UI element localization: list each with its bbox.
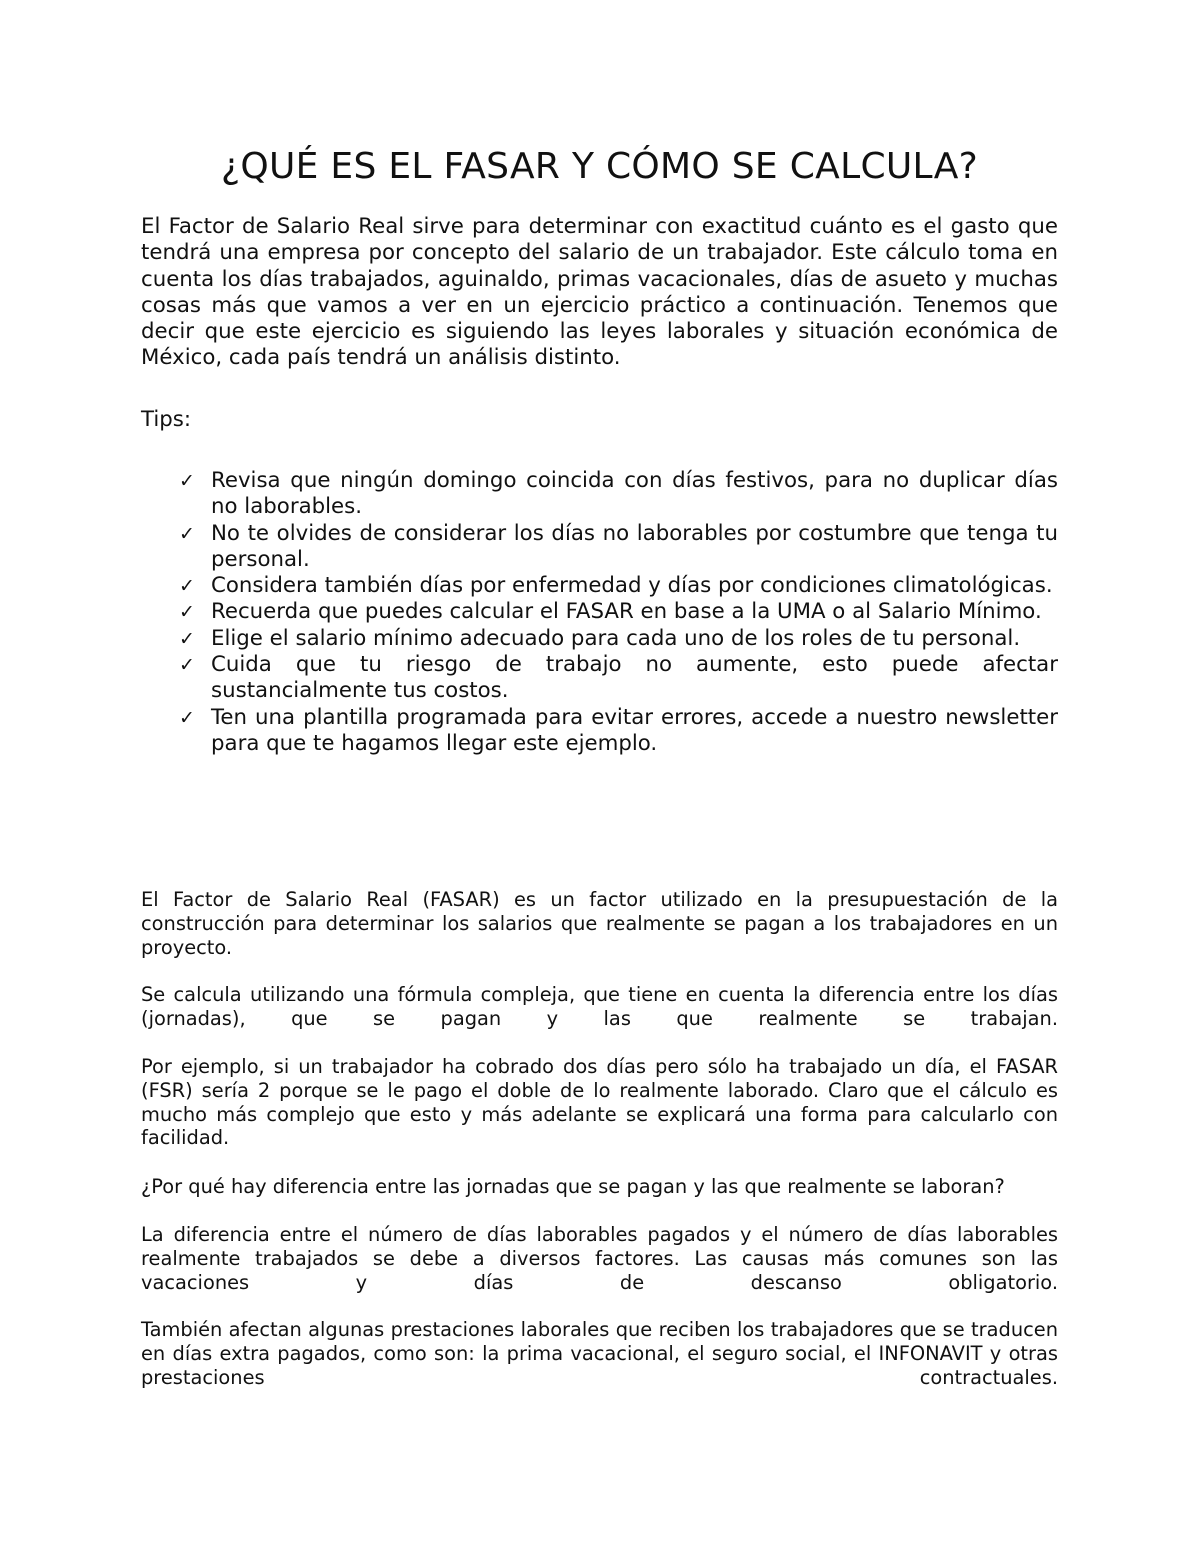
tip-item [179, 599, 1058, 625]
tip-text: Considera también días por enfermedad y días por condiciones climatológicas. [211, 573, 1053, 599]
checkmark-icon: ✓ [179, 706, 195, 729]
tip-text: Revisa que ningún domingo coincida con días festivos, para no duplicar días no laborables. [211, 468, 1058, 520]
checkmark-icon: ✓ [179, 654, 195, 677]
tips-label: Tips: [141, 407, 192, 432]
tip-text: No te olvides de considerar los días no laborables por costumbre que tenga tu personal. [211, 520, 1058, 572]
tip-item [179, 573, 1058, 599]
checkmark-icon: ✓ [179, 470, 195, 492]
checkmark-icon: ✓ [179, 575, 195, 598]
tip-text: Ten una plantilla programada para evitar errores, accede a nuestro newsletter para que te hagamos llegar este ejemplo. [211, 704, 1058, 756]
body-paragraph: El Factor de Salario Real (FASAR) es un factor utilizado en la presupuestación de la construcción para determinar los salarios que realmente se pagan a los trabajadores en un proyecto. [141, 888, 1058, 959]
tip-text: Elige el salario mínimo adecuado para cada uno de los roles de tu personal. [211, 625, 1021, 651]
body-paragraph: Se calcula utilizando una fórmula compleja, que tiene en cuenta la diferencia entre los días (jornadas), que se pagan y las que realmente se trabajan. [141, 983, 1058, 1030]
checkmark-icon: ✓ [179, 627, 195, 650]
body-paragraph: Por ejemplo, si un trabajador ha cobrado dos días pero sólo ha trabajado un día, el FASAR (FSR) sería 2 porque se le pago el doble de lo realmente laborado. Claro que el cálculo es mucho más complejo que esto y más adelante se explicará una forma para calcularlo con facilidad. [141, 1055, 1058, 1150]
body-paragraph: ¿Por qué hay diferencia entre las jornadas que se pagan y las que realmente se laboran? [141, 1175, 1005, 1198]
tip-text: Cuida que tu riesgo de trabajo no aumente, esto puede afectar sustancialmente tus costos. [211, 652, 1058, 704]
tip-item [179, 652, 1058, 705]
intro-paragraph: El Factor de Salario Real sirve para determinar con exactitud cuánto es el gasto que tendrá una empresa por concepto del salario de un trabajador. Este cálculo toma en cuenta los días trabajados, aguinaldo, primas vacacionales, días de asueto y muchas cosas más que vamos a ver en un ejercicio práctico a continuación. Tenemos que decir que este ejercicio es siguiendo las leyes laborales y situación económica de México, cada país tendrá un análisis distinto. [141, 214, 1058, 371]
body-paragraph: La diferencia entre el número de días laborables pagados y el número de días laborables realmente trabajados se debe a diversos factores. Las causas más comunes son las vacaciones y días de descanso obligatorio. [141, 1223, 1058, 1294]
document-title: ¿QUÉ ES EL FASAR Y CÓMO SE CALCULA? [220, 146, 979, 187]
checkmark-icon: ✓ [179, 522, 195, 545]
tip-item [179, 521, 1058, 574]
tip-item [179, 705, 1058, 758]
body-paragraph: También afectan algunas prestaciones laborales que reciben los trabajadores que se traducen en días extra pagados, como son: la prima vacacional, el seguro social, el INFONAVIT y otras prestaciones contractuales. [141, 1318, 1058, 1389]
tip-item [179, 468, 1058, 521]
tip-text: Recuerda que puedes calcular el FASAR en base a la UMA o al Salario Mínimo. [211, 599, 1042, 625]
checkmark-icon: ✓ [179, 601, 195, 624]
tips-list [179, 468, 1058, 757]
tip-item [179, 626, 1058, 652]
